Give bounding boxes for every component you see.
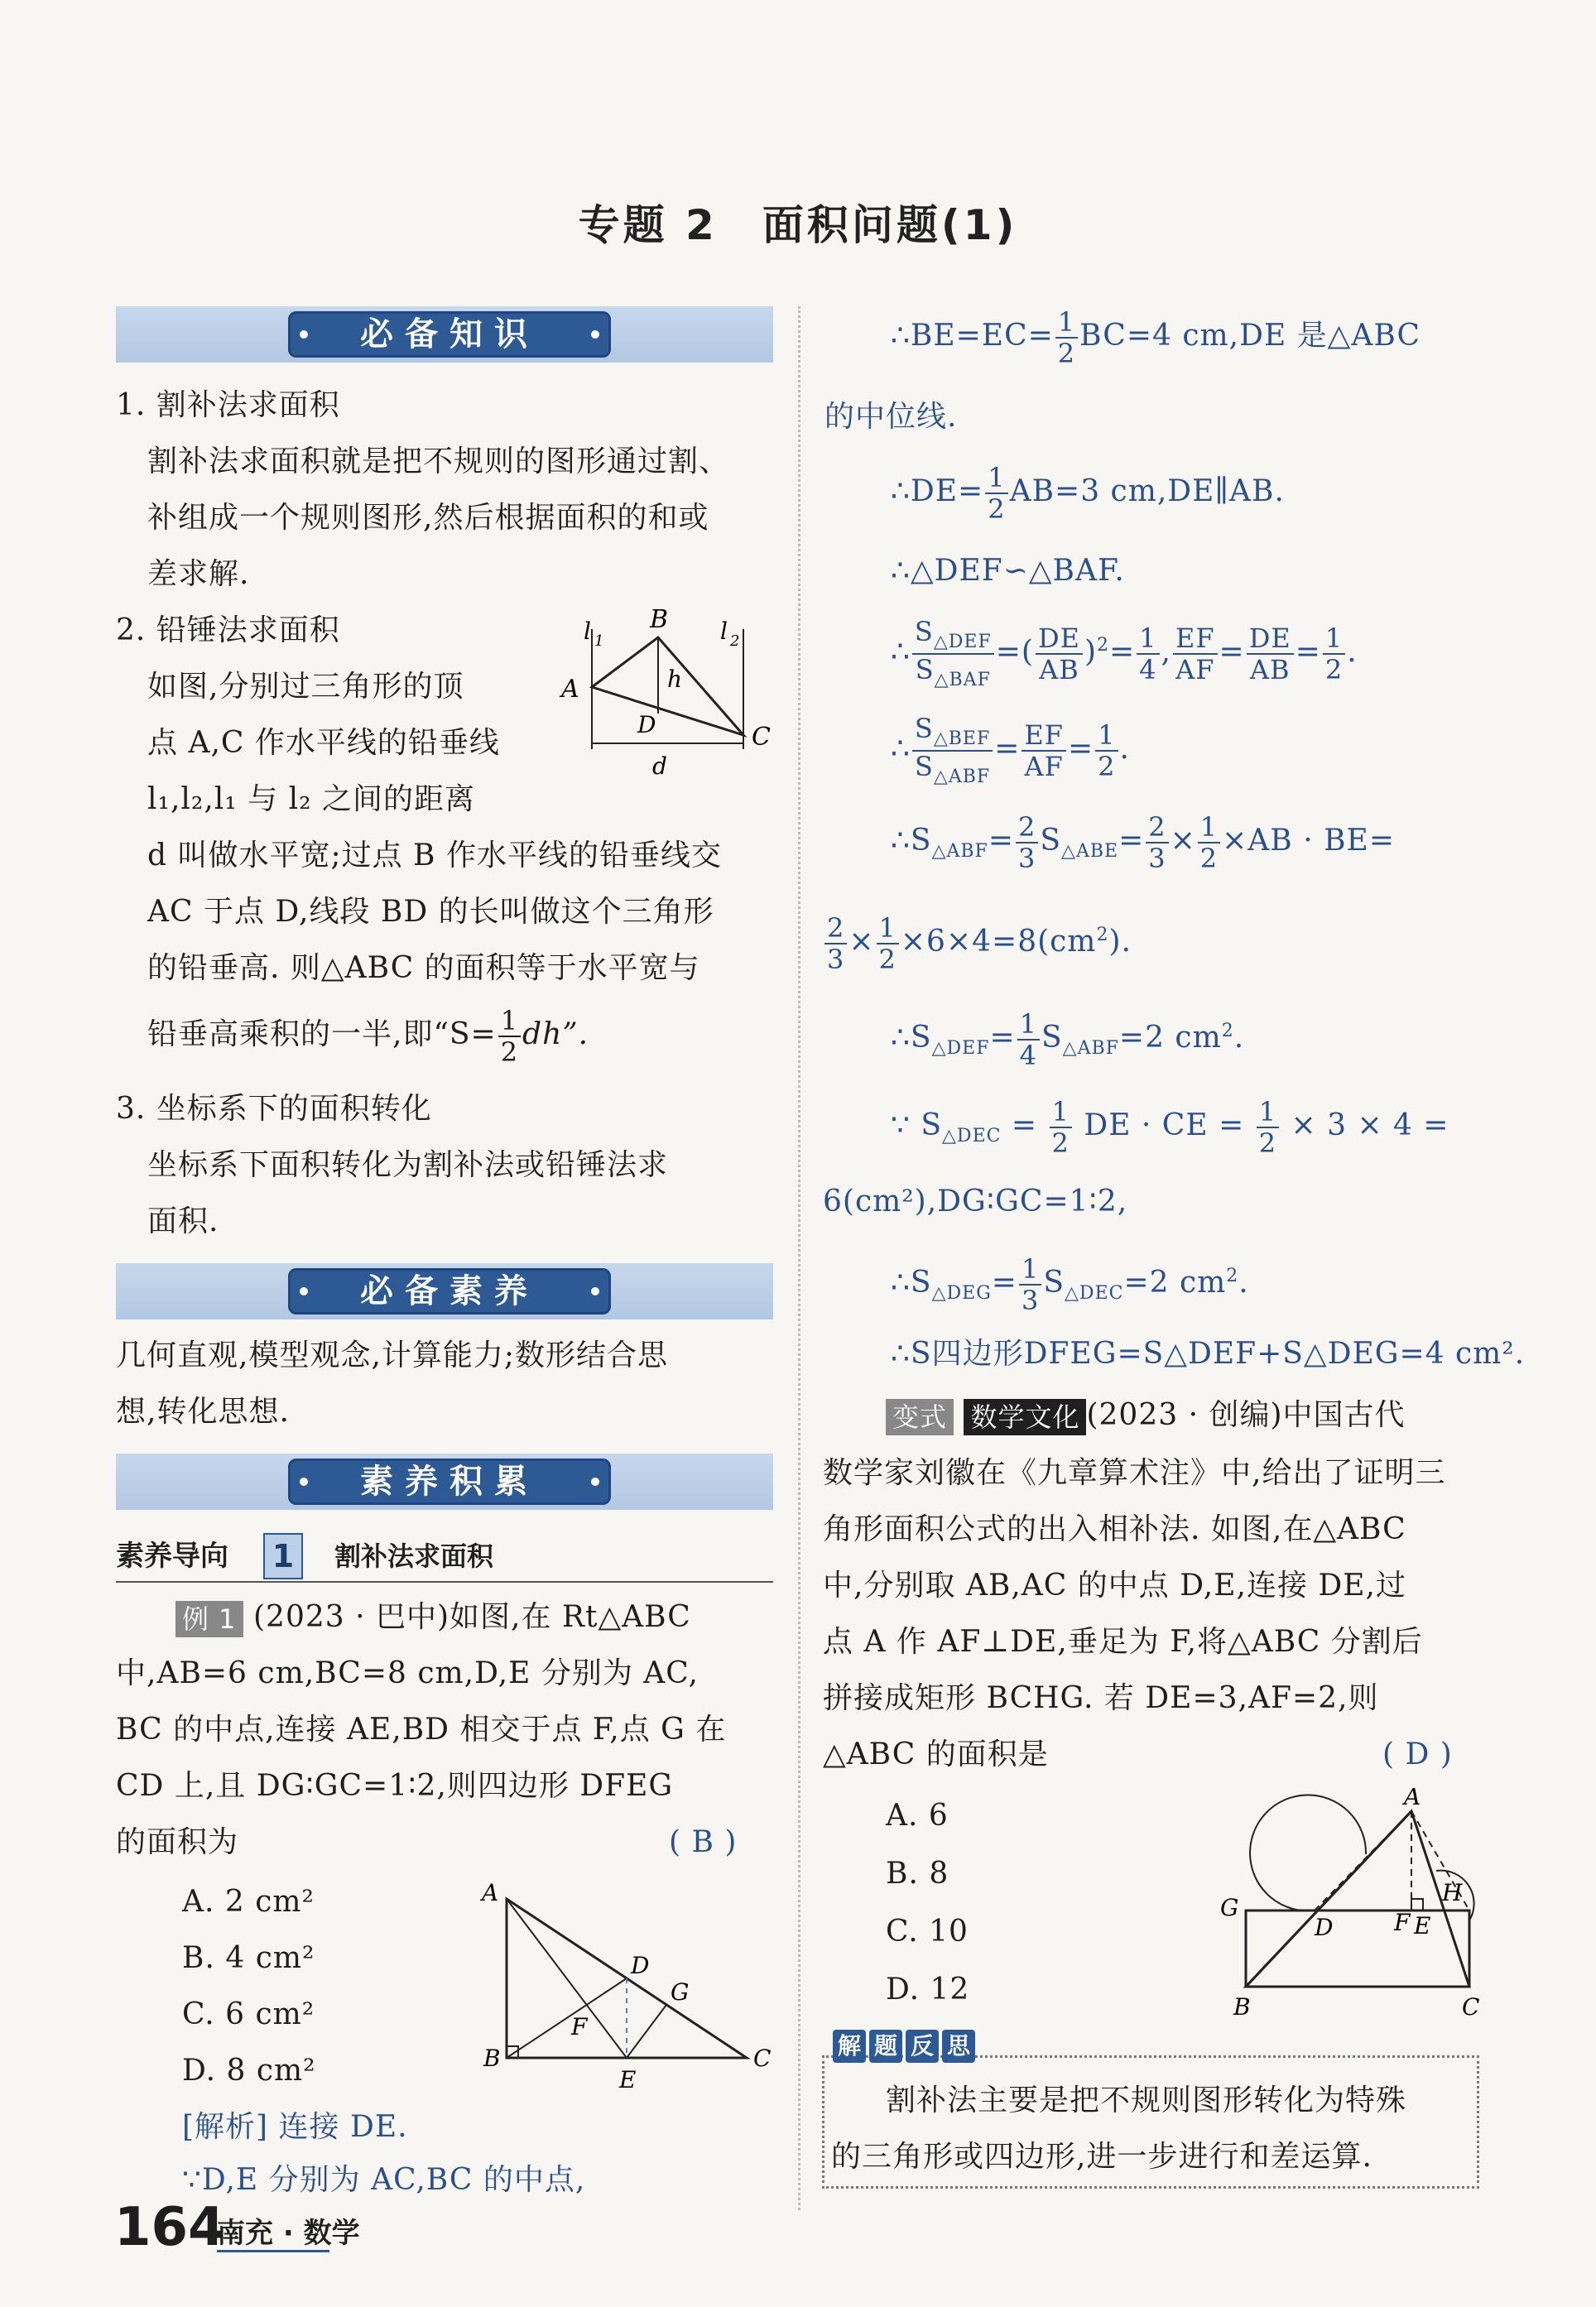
- svg-text:G: G: [671, 1978, 690, 2006]
- svg-text:l: l: [720, 618, 728, 645]
- knowledge-item1-text: 割补法求面积就是把不规则的图形通过割、: [147, 445, 730, 478]
- analysis-tag: [解析]: [182, 2110, 269, 2144]
- section-banner-literacy: 必备素养: [116, 1263, 773, 1319]
- svg-text:d: d: [652, 752, 667, 780]
- solution-line: ∴ $\frac{S_{\triangle DEF}}{S_{\triangle BAF}}$ =( $\frac{DE}{AB}$ )$^2$= $\frac{1}{4}$ , $\frac{EF}{AF}$ = $\frac{DE}{AB}$ = $\frac{1}{2}$ .: [891, 616, 1358, 690]
- variant-line: △ABC 的面积是: [823, 1737, 1049, 1771]
- variant-rectangle-diagram: [1217, 1788, 1490, 2028]
- guide-number: 1: [263, 1533, 303, 1579]
- example-option: B. 4 cm²: [182, 1941, 315, 1975]
- variant-tag: 变式: [886, 1399, 954, 1435]
- svg-text:F: F: [571, 2013, 588, 2040]
- solution-line: ∴DE= $\frac{1}{2}$ AB=3 cm,DE∥AB.: [891, 462, 1285, 525]
- example-line: 中,AB=6 cm,BC=8 cm,D,E 分别为 AC,: [116, 1656, 699, 1690]
- example-line: 的面积为: [116, 1825, 239, 1859]
- knowledge-item2-text: d 叫做水平宽;过点 B 作水平线的铅垂线交: [147, 839, 722, 872]
- guide-topic: 割补法求面积: [334, 1540, 494, 1572]
- solution-line: $\therefore S_{\triangle DEG}=$ $\frac{1}{3}$ $S_{\triangle DEC}=2$ $cm^2$.: [891, 1253, 1249, 1316]
- svg-text:D: D: [1315, 1914, 1334, 1941]
- svg-text:A: A: [561, 675, 579, 704]
- literacy-text: 想,转化思想.: [116, 1395, 290, 1429]
- variant-option: A. 6: [886, 1799, 949, 1833]
- svg-text:B: B: [1233, 1993, 1251, 2021]
- svg-text:C: C: [1462, 1993, 1480, 2021]
- example-option: A. 2 cm²: [182, 1885, 315, 1919]
- literacy-text: 几何直观,模型观念,计算能力;数形结合思: [116, 1339, 669, 1372]
- page-title: 专题 2 面积问题(1): [578, 201, 1018, 249]
- knowledge-item2-formula: 铅垂高乘积的一半,即“S= $\frac{1}{2}$ dh”.: [147, 1005, 589, 1068]
- example-triangle-diagram: [472, 1876, 786, 2099]
- reflection-header: 解 题 反 思: [833, 2030, 978, 2063]
- knowledge-item2-title: 2. 铅锤法求面积: [116, 613, 340, 647]
- solution-line: ∴S四边形DFEG=S△DEF+S△DEG=4 cm².: [891, 1337, 1526, 1371]
- svg-text:C: C: [753, 2045, 772, 2072]
- svg-text:B: B: [483, 2045, 501, 2072]
- svg-text:E: E: [1414, 1912, 1431, 1939]
- variant-line: 中,分别取 AB,AC 的中点 D,E,连接 DE,过: [823, 1569, 1406, 1603]
- example-answer: ( B ): [669, 1825, 738, 1859]
- variant-option: B. 8: [886, 1857, 949, 1891]
- footer-underline: [217, 2250, 329, 2252]
- example-option: C. 6 cm²: [182, 1997, 315, 2031]
- svg-text:G: G: [1220, 1894, 1239, 1921]
- section-banner-knowledge: 必备知识: [116, 306, 773, 363]
- solution-line: ∴△DEF∽△BAF.: [891, 554, 1125, 588]
- knowledge-item3-text: 坐标系下面积转化为割补法或铅锤法求: [147, 1148, 669, 1182]
- culture-tag: 数学文化: [964, 1399, 1086, 1435]
- variant-option: D. 12: [886, 1973, 970, 2007]
- knowledge-item3-title: 3. 坐标系下的面积转化: [116, 1092, 432, 1126]
- svg-text:1: 1: [594, 632, 604, 650]
- reflection-text: 的三角形或四边形,进一步进行和差运算.: [831, 2140, 1372, 2174]
- variant-line: 变式 数学文化 (2023 · 创编)中国古代: [886, 1387, 1406, 1444]
- variant-line: 角形面积公式的出入相补法. 如图,在△ABC: [823, 1512, 1406, 1546]
- knowledge-item2-text: AC 于点 D,线段 BD 的长叫做这个三角形: [147, 895, 714, 929]
- svg-text:A: A: [482, 1879, 499, 1906]
- example-tag: 例 1: [175, 1601, 243, 1637]
- variant-line: 点 A 作 AF⊥DE,垂足为 F,将△ABC 分割后: [823, 1625, 1423, 1659]
- knowledge-item1-text: 补组成一个规则图形,然后根据面积的和或: [147, 501, 709, 535]
- plumb-line-diagram: [546, 604, 786, 786]
- solution-line: ∴ $\frac{S_{\triangle BEF}}{S_{\triangle ABF}}$ = $\frac{EF}{AF}$ = $\frac{1}{2}$ .: [891, 713, 1130, 787]
- solution-line: $\frac{2}{3}$ × $\frac{1}{2}$ $\times 6\times 4=8(cm^2)$.: [823, 907, 1132, 973]
- knowledge-item2-text: 的铅垂高. 则△ABC 的面积等于水平宽与: [147, 951, 700, 985]
- solution-line: ∴BE=EC= $\frac{1}{2}$ BC=4 cm,DE 是△ABC: [891, 306, 1421, 369]
- variant-answer: ( D ): [1382, 1737, 1453, 1771]
- solution-line: ∵ $S_{\triangle DEC}$ = $\frac{1}{2}$ DE · CE = $\frac{1}{2}$ × 3 × 4 =: [891, 1096, 1449, 1159]
- book-name: 南充 · 数学: [217, 2217, 360, 2250]
- solution-line: 的中位线.: [824, 400, 958, 434]
- knowledge-item1-title: 1. 割补法求面积: [116, 388, 340, 422]
- example-line: BC 的中点,连接 AE,BD 相交于点 F,点 G 在: [116, 1713, 727, 1747]
- solution-line: 6(cm²),DG∶GC=1∶2,: [823, 1185, 1128, 1218]
- guide-underline: [116, 1581, 773, 1583]
- svg-text:l: l: [584, 618, 591, 645]
- knowledge-item2-text: l₁,l₂,l₁ 与 l₂ 之间的距离: [147, 782, 475, 816]
- analysis-line: [解析] 连接 DE.: [182, 2110, 408, 2144]
- knowledge-item3-text: 面积.: [147, 1204, 219, 1238]
- page-number: 164: [114, 2197, 225, 2258]
- svg-text:B: B: [650, 605, 669, 634]
- example-line: 例 1 (2023 · 巴中)如图,在 Rt△ABC: [175, 1589, 691, 1646]
- analysis-line: ∵D,E 分别为 AC,BC 的中点,: [182, 2163, 586, 2197]
- variant-line: 拼接成矩形 BCHG. 若 DE=3,AF=2,则: [823, 1681, 1379, 1715]
- svg-text:F: F: [1394, 1909, 1411, 1936]
- knowledge-item2-text: 点 A,C 作水平线的铅垂线: [147, 726, 500, 760]
- knowledge-item1-text: 差求解.: [147, 557, 250, 591]
- section-banner-accumulate: 素养积累: [116, 1454, 773, 1510]
- example-option: D. 8 cm²: [182, 2054, 316, 2088]
- svg-text:D: D: [637, 711, 656, 738]
- svg-text:A: A: [1404, 1788, 1421, 1810]
- column-divider: [798, 306, 800, 2210]
- svg-text:E: E: [619, 2066, 637, 2093]
- variant-option: C. 10: [886, 1915, 969, 1949]
- svg-text:2: 2: [730, 632, 740, 650]
- example-line: CD 上,且 DG∶GC=1∶2,则四边形 DFEG: [116, 1769, 674, 1803]
- variant-line: 数学家刘徽在《九章算术注》中,给出了证明三: [823, 1456, 1446, 1490]
- guide-label: 素养导向: [116, 1540, 228, 1573]
- knowledge-item2-text: 如图,分别过三角形的顶: [147, 670, 464, 704]
- svg-text:C: C: [752, 723, 771, 752]
- reflection-text: 割补法主要是把不规则图形转化为特殊: [886, 2084, 1407, 2117]
- solution-line: $\therefore S_{\triangle ABF}=$ $\frac{2}{3}$ $S_{\triangle ABE}=$ $\frac{2}{3}$ × $\frac{1}{2}$ ×AB · BE=: [891, 811, 1395, 874]
- svg-text:D: D: [631, 1952, 650, 1979]
- svg-text:h: h: [667, 666, 683, 693]
- svg-text:H: H: [1442, 1879, 1463, 1906]
- solution-line: $\therefore S_{\triangle DEF}=$ $\frac{1}{4}$ $S_{\triangle ABF}=2$ $cm^2$.: [891, 1008, 1245, 1071]
